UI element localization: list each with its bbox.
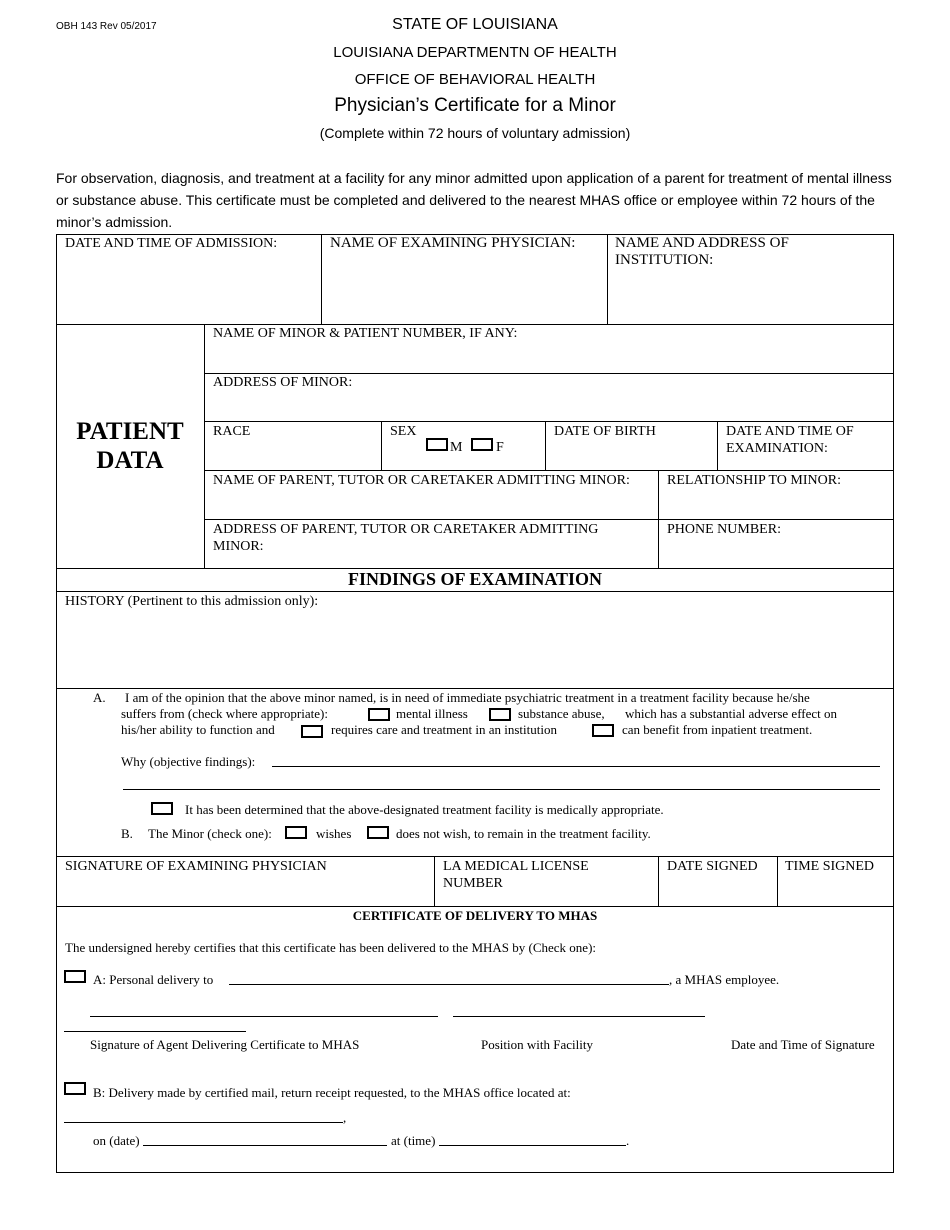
opinion-line3-pre: his/her ability to function and xyxy=(121,722,275,737)
parent-name-field[interactable]: NAME OF PARENT, TUTOR OR CARETAKER ADMITTING MINOR: xyxy=(213,473,630,488)
opinion-line2-pre: suffers from (check where appropriate): xyxy=(121,706,328,721)
opinion-line2-post: which has a substantial adverse effect on xyxy=(625,706,838,721)
intro-paragraph: For observation, diagnosis, and treatment at a facility for any minor admitted upon application of a parent for treatment of mental illness or substance abuse. This certificate must be completed and delivered to the nearest MHAS office or employee within 72 hours of the minor’s admission. xyxy=(56,170,892,230)
delivery-title: CERTIFICATE OF DELIVERY TO MHAS xyxy=(352,908,598,923)
requires-care-checkbox[interactable] xyxy=(301,725,323,738)
department-heading: LOUISIANA DEPARTMENTN OF HEALTH xyxy=(333,44,617,61)
admission-datetime-field[interactable]: DATE AND TIME OF ADMISSION: xyxy=(65,236,278,251)
mhas-employee-input[interactable] xyxy=(229,984,669,985)
b-marker: B. xyxy=(121,826,133,841)
position-label: Position with Facility xyxy=(481,1037,593,1052)
mail-delivery-label: B: Delivery made by certified mail, return receipt requested, to the MHAS office located at: xyxy=(93,1085,571,1100)
personal-delivery-label: A: Personal delivery to xyxy=(93,972,214,987)
why-input-line-1[interactable] xyxy=(272,766,880,767)
substance-abuse-checkbox[interactable] xyxy=(489,708,511,721)
mail-delivery-checkbox[interactable] xyxy=(64,1082,86,1095)
requires-care-label: requires care and treatment in an institution xyxy=(331,722,557,737)
mental-illness-label: mental illness xyxy=(396,706,468,721)
why-label: Why (objective findings): xyxy=(121,754,256,769)
patient-heading-line1: PATIENT xyxy=(76,418,184,445)
facility-appropriate-label: It has been determined that the above-designated treatment facility is medically appropriate. xyxy=(185,802,664,817)
institution-field[interactable]: NAME AND ADDRESS OF INSTITUTION: xyxy=(615,235,789,268)
patient-data-heading xyxy=(56,417,204,475)
substance-abuse-label: substance abuse, xyxy=(518,706,605,721)
page-subtitle: (Complete within 72 hours of voluntary admission) xyxy=(319,125,631,141)
does-not-wish-checkbox[interactable] xyxy=(367,826,389,839)
inpatient-benefit-checkbox[interactable] xyxy=(592,724,614,737)
on-date-label: on (date) xyxy=(93,1133,140,1148)
relationship-field[interactable]: RELATIONSHIP TO MINOR: xyxy=(667,473,841,488)
sex-label: SEX xyxy=(390,424,417,439)
office-comma: , xyxy=(343,1110,347,1125)
agent-signature-line[interactable] xyxy=(90,1016,438,1017)
parent-address-field[interactable]: ADDRESS OF PARENT, TUTOR OR CARETAKER ADMITTING MINOR: xyxy=(213,522,599,554)
wishes-label: wishes xyxy=(316,826,352,841)
sex-f-checkbox[interactable] xyxy=(471,438,493,451)
facility-appropriate-checkbox[interactable] xyxy=(151,802,173,815)
sex-f-label: F xyxy=(496,440,504,455)
exam-datetime-field[interactable]: DATE AND TIME OF EXAMINATION: xyxy=(726,424,854,456)
personal-delivery-checkbox[interactable] xyxy=(64,970,86,983)
opinion-line1: I am of the opinion that the above minor named, is in need of immediate psychiatric treatment in a treatment facility because he/she xyxy=(125,690,810,705)
sex-m-label: M xyxy=(450,440,463,455)
datetime-label: Date and Time of Signature xyxy=(731,1037,875,1052)
datetime-line[interactable] xyxy=(64,1031,246,1032)
history-field[interactable]: HISTORY (Pertinent to this admission only): xyxy=(65,594,319,609)
mental-illness-checkbox[interactable] xyxy=(368,708,390,721)
a-marker: A. xyxy=(93,690,106,705)
does-not-wish-label: does not wish, to remain in the treatment facility. xyxy=(396,826,651,841)
office-heading: OFFICE OF BEHAVIORAL HEALTH xyxy=(354,71,596,88)
mail-date-input[interactable] xyxy=(143,1145,387,1146)
physician-signature-field[interactable]: SIGNATURE OF EXAMINING PHYSICIAN xyxy=(65,859,327,874)
time-period: . xyxy=(626,1133,630,1148)
at-time-label: at (time) xyxy=(391,1133,436,1148)
mail-time-input[interactable] xyxy=(439,1145,626,1146)
dob-field[interactable]: DATE OF BIRTH xyxy=(554,424,656,439)
race-field[interactable]: RACE xyxy=(213,424,251,439)
agent-signature-label: Signature of Agent Delivering Certificate to MHAS xyxy=(90,1037,360,1052)
time-signed-field[interactable]: TIME SIGNED xyxy=(785,859,875,874)
findings-title: FINDINGS OF EXAMINATION xyxy=(347,569,602,589)
form-code: OBH 143 Rev 05/2017 xyxy=(56,21,157,32)
minor-choice-label: The Minor (check one): xyxy=(148,826,272,841)
mhas-office-input[interactable] xyxy=(64,1122,343,1123)
minor-address-field[interactable]: ADDRESS OF MINOR: xyxy=(213,375,353,390)
minor-name-field[interactable]: NAME OF MINOR & PATIENT NUMBER, IF ANY: xyxy=(213,326,518,341)
why-input-line-2[interactable] xyxy=(123,789,880,790)
license-number-field[interactable]: LA MEDICAL LICENSE NUMBER xyxy=(443,859,589,891)
page-title: Physician’s Certificate for a Minor xyxy=(334,95,616,116)
inpatient-benefit-label: can benefit from inpatient treatment. xyxy=(622,722,813,737)
date-signed-field[interactable]: DATE SIGNED xyxy=(667,859,758,874)
patient-heading-line2: DATA xyxy=(96,447,164,474)
position-line[interactable] xyxy=(453,1016,705,1017)
delivery-certifies: The undersigned hereby certifies that this certificate has been delivered to the MHAS by (Check one): xyxy=(65,940,597,955)
mhas-employee-suffix: , a MHAS employee. xyxy=(669,972,780,987)
phone-field[interactable]: PHONE NUMBER: xyxy=(667,522,781,537)
physician-name-field[interactable]: NAME OF EXAMINING PHYSICIAN: xyxy=(330,235,576,251)
state-heading: STATE OF LOUISIANA xyxy=(392,16,558,33)
sex-m-checkbox[interactable] xyxy=(426,438,448,451)
wishes-checkbox[interactable] xyxy=(285,826,307,839)
